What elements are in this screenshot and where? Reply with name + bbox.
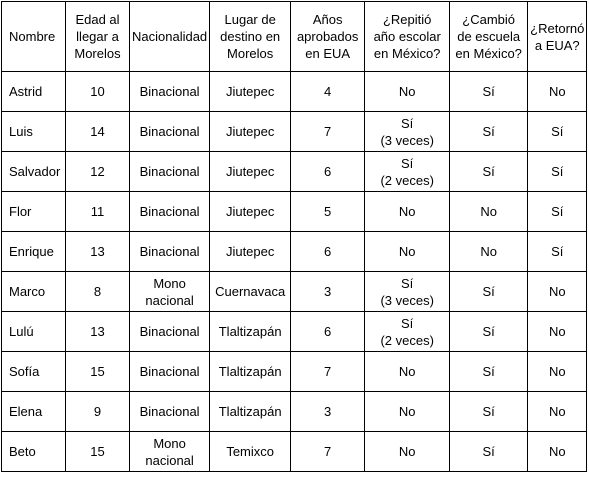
cell-edad (66, 392, 130, 432)
cell-text-line: a EUA? (534, 37, 580, 53)
cell-nacionalidad (130, 272, 210, 312)
cell-edad (66, 432, 130, 472)
cell-text-line: No (548, 364, 566, 379)
header-cambio-escuela (450, 2, 528, 72)
cell-text-line: 4 (324, 84, 332, 99)
cell-text-line: Años (312, 12, 343, 27)
cell-text-line: en EUA (305, 46, 351, 61)
cell-nombre (2, 192, 66, 232)
header-nacionalidad (130, 2, 210, 72)
cell-cambio-escuela (450, 112, 528, 152)
cell-cambio-escuela (450, 72, 528, 112)
cell-text-line: Binacional (139, 404, 200, 419)
cell-text-line: 7 (324, 444, 332, 459)
cell-text-line: Tlaltizapán (218, 364, 282, 379)
table-row (2, 152, 587, 192)
cell-lugar-destino (210, 432, 291, 472)
cell-text-line: Jiutepec (225, 244, 275, 259)
cell-anos-aprobados (291, 232, 365, 272)
cell-text-line: Enrique (9, 244, 54, 259)
table-header-row (2, 2, 587, 72)
cell-text-line: Jiutepec (225, 164, 275, 179)
cell-retorno (528, 232, 587, 272)
cell-text-line: Binacional (139, 84, 200, 99)
cell-edad (66, 72, 130, 112)
cell-cambio-escuela (450, 232, 528, 272)
cell-cambio-escuela (450, 352, 528, 392)
cell-text-line: Sí (551, 204, 564, 219)
cell-nacionalidad (130, 112, 210, 152)
cell-text-line: Sí (482, 164, 495, 179)
cell-lugar-destino (210, 312, 291, 352)
cell-text-line: No (480, 204, 497, 219)
table-row (2, 72, 587, 112)
cell-retorno (528, 72, 587, 112)
cell-repitio (365, 152, 450, 192)
cell-text-line: No (548, 324, 566, 339)
cell-nombre (2, 352, 66, 392)
cell-cambio-escuela (450, 272, 528, 312)
cell-text-line: Sí (482, 324, 495, 339)
cell-text-line: Lulú (9, 324, 34, 339)
cell-text-line: 10 (90, 84, 105, 99)
cell-text-line: No (480, 244, 497, 259)
cell-text-line: Binacional (139, 364, 200, 379)
cell-edad (66, 352, 130, 392)
header-repitio (365, 2, 450, 72)
cell-repitio (365, 432, 450, 472)
students-table (1, 1, 587, 472)
cell-text-line: 3 (324, 284, 332, 299)
header-anos-aprobados (291, 2, 365, 72)
cell-text-line: 13 (90, 324, 105, 339)
cell-cambio-escuela (450, 432, 528, 472)
cell-repitio (365, 312, 450, 352)
cell-text-line: llegar a (76, 29, 119, 44)
cell-text-line: Binacional (139, 244, 200, 259)
cell-nacionalidad (130, 152, 210, 192)
cell-retorno (528, 192, 587, 232)
cell-edad (66, 272, 130, 312)
cell-retorno (528, 352, 587, 392)
cell-text-line: 6 (324, 324, 332, 339)
cell-text-line: ¿Cambió (462, 12, 516, 27)
cell-nombre (2, 432, 66, 472)
cell-lugar-destino (210, 352, 291, 392)
cell-text-line: 15 (90, 364, 105, 379)
cell-text-line: Tlaltizapán (218, 404, 282, 419)
cell-text-line: Marco (9, 284, 46, 299)
cell-text-line: 15 (90, 444, 105, 459)
cell-nombre (2, 152, 66, 192)
cell-text-line: Sí (401, 315, 414, 331)
cell-edad (66, 312, 130, 352)
cell-text-line: 12 (90, 164, 105, 179)
cell-text-line: 9 (93, 404, 102, 419)
cell-text-line: 5 (324, 204, 332, 219)
cell-text-line: Sí (401, 275, 414, 291)
cell-lugar-destino (210, 192, 291, 232)
cell-cambio-escuela (450, 312, 528, 352)
cell-anos-aprobados (291, 352, 365, 392)
cell-text-line: nacional (145, 292, 194, 308)
cell-lugar-destino (210, 152, 291, 192)
header-edad (66, 2, 130, 72)
table-row (2, 112, 587, 152)
cell-text-line: No (398, 204, 416, 219)
cell-text-line: Sí (551, 164, 564, 179)
cell-text-line: No (398, 404, 416, 419)
cell-text-line: Morelos (74, 46, 121, 61)
header-nombre (2, 2, 66, 72)
cell-text-line: año escolar (373, 29, 441, 44)
cell-text-line: Sí (551, 244, 564, 259)
cell-text-line: Mono (153, 435, 186, 451)
cell-nombre (2, 312, 66, 352)
cell-text-line: No (398, 84, 416, 99)
cell-text-line: Jiutepec (225, 84, 275, 99)
cell-lugar-destino (210, 112, 291, 152)
cell-repitio (365, 72, 450, 112)
cell-nacionalidad (130, 192, 210, 232)
cell-edad (66, 232, 130, 272)
cell-text-line: Elena (9, 404, 43, 419)
cell-text-line: No (548, 404, 566, 419)
cell-text-line: No (398, 244, 416, 259)
cell-retorno (528, 312, 587, 352)
cell-repitio (365, 232, 450, 272)
cell-edad (66, 112, 130, 152)
cell-text-line: 3 (324, 404, 332, 419)
cell-text-line: Flor (9, 204, 32, 219)
cell-text-line: 6 (324, 244, 332, 259)
cell-text-line: en México? (455, 46, 522, 61)
cell-text-line: 7 (324, 124, 332, 139)
cell-edad (66, 152, 130, 192)
cell-text-line: de escuela (457, 29, 521, 44)
students-table-container (1, 1, 587, 472)
cell-text-line: Sí (482, 284, 495, 299)
cell-text-line: Sí (482, 364, 495, 379)
cell-text-line: Mono (153, 275, 186, 291)
cell-text-line: Edad al (75, 12, 120, 27)
header-lugar-destino (210, 2, 291, 72)
cell-anos-aprobados (291, 192, 365, 232)
cell-text-line: destino en (220, 29, 281, 44)
cell-text-line: Beto (9, 444, 36, 459)
cell-repitio (365, 112, 450, 152)
cell-anos-aprobados (291, 152, 365, 192)
cell-repitio (365, 392, 450, 432)
cell-repitio (365, 272, 450, 312)
cell-lugar-destino (210, 72, 291, 112)
cell-lugar-destino (210, 232, 291, 272)
cell-nombre (2, 272, 66, 312)
cell-text-line: (3 veces) (380, 132, 434, 148)
cell-text-line: 14 (90, 124, 105, 139)
cell-anos-aprobados (291, 432, 365, 472)
table-row (2, 352, 587, 392)
cell-anos-aprobados (291, 392, 365, 432)
cell-text-line: No (548, 284, 566, 299)
cell-text-line: Tlaltizapán (218, 324, 282, 339)
cell-text-line: (2 veces) (380, 172, 434, 188)
cell-cambio-escuela (450, 152, 528, 192)
cell-cambio-escuela (450, 392, 528, 432)
cell-text-line: Sofía (9, 364, 40, 379)
cell-text-line: Binacional (139, 164, 200, 179)
cell-text-line: Sí (482, 404, 495, 419)
cell-text-line: Binacional (139, 204, 200, 219)
cell-repitio (365, 192, 450, 232)
cell-text-line: Lugar de (224, 12, 276, 27)
cell-text-line: No (548, 444, 566, 459)
cell-text-line: Temixco (226, 444, 275, 459)
cell-text-line: Sí (482, 84, 495, 99)
cell-text-line: Nacionalidad (132, 29, 208, 44)
cell-text-line: aprobados (296, 29, 359, 44)
cell-text-line: Jiutepec (225, 124, 275, 139)
cell-retorno (528, 432, 587, 472)
cell-nombre (2, 392, 66, 432)
table-row (2, 272, 587, 312)
cell-text-line: (2 veces) (380, 332, 434, 348)
cell-text-line: 13 (90, 244, 105, 259)
cell-text-line: Astrid (9, 84, 43, 99)
cell-nacionalidad (130, 392, 210, 432)
cell-text-line: No (548, 84, 566, 99)
table-row (2, 432, 587, 472)
cell-lugar-destino (210, 272, 291, 312)
cell-text-line: 8 (93, 284, 102, 299)
cell-anos-aprobados (291, 112, 365, 152)
table-row (2, 392, 587, 432)
cell-text-line: Sí (482, 124, 495, 139)
table-row (2, 192, 587, 232)
cell-text-line: (3 veces) (380, 292, 434, 308)
cell-text-line: en México? (373, 46, 441, 61)
cell-text-line: 7 (324, 364, 332, 379)
cell-text-line: Salvador (9, 164, 61, 179)
cell-text-line: Sí (551, 124, 564, 139)
cell-text-line: Sí (401, 155, 414, 171)
cell-text-line: 6 (324, 164, 332, 179)
cell-text-line: No (398, 364, 416, 379)
cell-retorno (528, 392, 587, 432)
cell-nacionalidad (130, 352, 210, 392)
cell-nacionalidad (130, 432, 210, 472)
cell-nombre (2, 72, 66, 112)
cell-text-line: Sí (482, 444, 495, 459)
cell-text-line: Binacional (139, 324, 200, 339)
cell-anos-aprobados (291, 272, 365, 312)
table-row (2, 312, 587, 352)
cell-text-line: Cuernavaca (215, 284, 286, 299)
cell-text-line: nacional (145, 452, 194, 468)
cell-text-line: No (398, 444, 416, 459)
cell-nacionalidad (130, 72, 210, 112)
cell-text-line: Jiutepec (225, 204, 275, 219)
cell-nacionalidad (130, 312, 210, 352)
table-row (2, 232, 587, 272)
cell-nombre (2, 112, 66, 152)
cell-lugar-destino (210, 392, 291, 432)
cell-text-line: Morelos (227, 46, 274, 61)
cell-retorno (528, 272, 587, 312)
cell-repitio (365, 352, 450, 392)
cell-text-line: Nombre (9, 29, 56, 44)
cell-text-line: Binacional (139, 124, 200, 139)
cell-text-line: Sí (401, 115, 414, 131)
cell-edad (66, 192, 130, 232)
cell-text-line: ¿Repitió (382, 12, 432, 27)
header-retorno (528, 2, 587, 72)
cell-nombre (2, 232, 66, 272)
table-body (2, 72, 587, 472)
cell-text-line: 11 (90, 204, 105, 219)
cell-retorno (528, 152, 587, 192)
cell-cambio-escuela (450, 192, 528, 232)
cell-text-line: Luis (9, 124, 33, 139)
cell-anos-aprobados (291, 312, 365, 352)
cell-anos-aprobados (291, 72, 365, 112)
cell-nacionalidad (130, 232, 210, 272)
cell-text-line: ¿Retornó (530, 20, 585, 36)
cell-retorno (528, 112, 587, 152)
